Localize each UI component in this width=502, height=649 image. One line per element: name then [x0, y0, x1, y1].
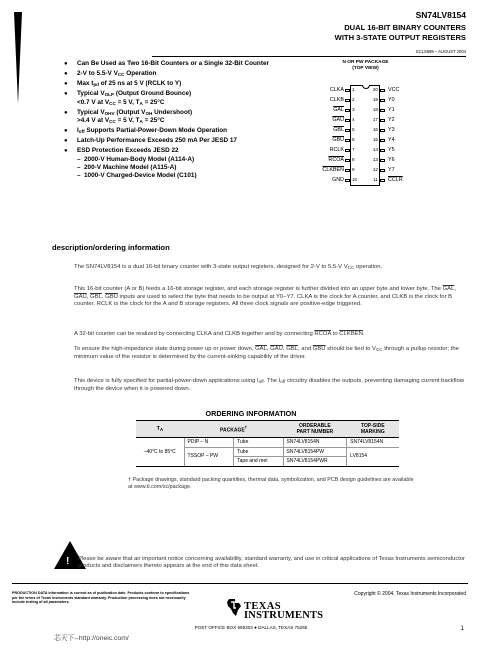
- cell-type: Tape and reel: [234, 457, 283, 467]
- pin-label-left: CLKB: [329, 97, 344, 103]
- pin-number-left: 8: [352, 157, 355, 162]
- table-row: [136, 438, 399, 448]
- pin-label-right: Y5: [388, 147, 395, 153]
- section-title: description/ordering information: [52, 243, 170, 252]
- cell-part-number: SN74LV8154N: [283, 438, 347, 448]
- th-part-number: ORDERABLE PART NUMBER: [283, 421, 347, 438]
- cell-marking: LV8154: [347, 447, 399, 466]
- pin-label-right: VCC: [388, 87, 400, 93]
- header-rule: [152, 56, 466, 57]
- watermark-url: 芯天下--http://oneic.com/: [54, 635, 129, 642]
- pin-label-left: $\overline{GAL}$: [333, 107, 344, 113]
- pin-lead-right: [380, 119, 385, 122]
- ordering-table: [136, 420, 399, 467]
- doc-number: SCLS589 – AUGUST 2004: [415, 49, 466, 54]
- pin-number-left: 9: [352, 167, 355, 172]
- pin-label-left: $\overline{GBL}$: [333, 127, 344, 133]
- pin-lead-right: [380, 109, 385, 112]
- cell-type: Tube: [234, 438, 283, 448]
- logo-text-texas: TEXAS: [244, 601, 282, 612]
- pin-number-left: 6: [352, 137, 355, 142]
- feature-list: [64, 60, 284, 182]
- esd-sub-item: – 1000-V Charged-Device Model (C101): [77, 172, 284, 180]
- pin-label-right: Y7: [388, 167, 395, 173]
- pin-lead-left: [345, 139, 350, 142]
- pin-label-right: Y1: [388, 107, 395, 113]
- pin-label-right: Y0: [388, 97, 395, 103]
- package-title-line-2: (TOP VIEW): [352, 66, 379, 72]
- important-notice: Please be aware that an important notice concerning availability, standard warranty, and use in critical applications of Texas Instruments semiconductor products and disclaimers thereto appears at the end of this data sheet.: [78, 556, 465, 570]
- footer-rule: [12, 583, 468, 584]
- pin-lead-left: [345, 99, 350, 102]
- pin-label-right: Y3: [388, 127, 395, 133]
- title-line-2: WITH 3-STATE OUTPUT REGISTERS: [334, 33, 466, 42]
- pin-number-right: 11: [373, 177, 378, 182]
- copyright: Copyright © 2004, Texas Instruments Incorporated: [354, 591, 466, 597]
- pin-number-left: 1: [352, 87, 355, 92]
- pin-label-left: RCLK: [329, 147, 344, 153]
- pin-label-left: GND: [332, 177, 344, 183]
- feature-item: ● Can Be Used as Two 16-Bit Counters or a Single 32-Bit Counter: [64, 60, 284, 68]
- pin-lead-right: [380, 179, 385, 182]
- pin-label-right: Y6: [388, 157, 395, 163]
- corner-wedge: [14, 12, 22, 104]
- logo-text-instruments: INSTRUMENTS: [244, 610, 324, 621]
- part-number: SN74LV8154: [415, 10, 466, 20]
- pin-lead-right: [380, 149, 385, 152]
- desc-paragraph-2: This 16-bit counter (A or B) feeds a 16-bit storage register, and each storage register is further divided into an upper byte and lower byte. The $\overline{GAL}$, $\overline{GAU}$, $\overline{GBL}$, $\overline{GBU}$ inputs are used to select the byte that needs to be output at Y0–Y7. CLKA is the clock for A counter, and CLKB is the clock for B counter. RCLK is the clock for the A and B storage registers. All three clock signals are positive-edge triggered.: [74, 286, 457, 307]
- feature-item: ● Max $t_{pd}$ of 25 ns at 5 V (RCLK to Y): [64, 80, 284, 88]
- cell-marking: SN74LV8154N: [347, 438, 399, 448]
- cell-package: TSSOP – PW: [184, 447, 234, 466]
- pin-number-right: 16: [372, 127, 378, 132]
- feature-item: ● Typical $V_{OHV}$ (Output $V_{OH}$ Undershoot) >4.4 V at $V_{CC} = 5$ V, $T_A = 25^\circ C$: [64, 109, 284, 126]
- production-data-notice: PRODUCTION DATA information is current as of publication date. Products conform to specifications per the terms of Texas Instruments standard warranty. Production processing does not necessarily include testing of all parameters.: [12, 591, 190, 605]
- pin-label-left: $\overline{GAU}$: [332, 117, 344, 123]
- esd-sub-item: – 200-V Machine Model (A115-A): [77, 164, 284, 172]
- pin-lead-left: [345, 149, 350, 152]
- pin-number-right: 18: [372, 107, 378, 112]
- page-number: 1: [460, 626, 464, 632]
- pin-number-left: 3: [352, 107, 355, 112]
- th-marking: TOP-SIDE MARKING: [347, 421, 399, 438]
- feature-item: ● ESD Protection Exceeds JESD 22 – 2000-V Human-Body Model (A114-A) – 200-V Machine Model (A115-A) – 1000-V Charged-Device Model (C101): [64, 147, 284, 180]
- cell-package: PDIP – N: [184, 438, 234, 448]
- pin-lead-left: [345, 169, 350, 172]
- pin-lead-right: [380, 129, 385, 132]
- pin-number-right: 15: [372, 137, 378, 142]
- feature-item: ● 2-V to 5.5-V $V_{CC}$ Operation: [64, 70, 284, 78]
- pin-number-left: 10: [352, 177, 358, 182]
- ti-state-icon: [226, 597, 242, 617]
- pin-label-left: CLKBEN: [322, 167, 344, 173]
- pin-number-right: 20: [372, 87, 378, 92]
- pin-label-right: CCLR: [388, 177, 403, 183]
- th-package: PACKAGE†: [184, 421, 283, 438]
- ordering-title: ORDERING INFORMATION: [205, 409, 297, 418]
- package-title: [308, 60, 423, 72]
- table-footnote: † Package drawings, standard packing quantities, thermal data, symbolization, and PCB design guidelines are available at www.ti.com/sc/package.: [128, 477, 414, 490]
- pin-lead-right: [380, 99, 385, 102]
- pin-lead-left: [345, 129, 350, 132]
- cell-type: Tube: [234, 447, 283, 457]
- ti-logo: [226, 597, 326, 623]
- feature-item: ● Latch-Up Performance Exceeds 250 mA Per JESD 17: [64, 137, 284, 145]
- pin-lead-left: [345, 89, 350, 92]
- pin-number-left: 2: [352, 97, 355, 102]
- th-ta: $T_A$: [136, 421, 184, 438]
- pin-lead-right: [380, 169, 385, 172]
- desc-paragraph-3: A 32-bit counter can be realized by connecting CLKA and CLKB together and by connecting RCOA to CLKBEN.: [74, 331, 365, 337]
- pin-number-left: 7: [352, 147, 355, 152]
- pin-number-right: 17: [372, 117, 378, 122]
- pin-lead-left: [345, 179, 350, 182]
- pin-lead-left: [345, 109, 350, 112]
- pin-number-right: 14: [372, 147, 378, 152]
- pin-number-left: 4: [352, 117, 355, 122]
- pin-number-right: 12: [372, 167, 378, 172]
- pin-lead-left: [345, 159, 350, 162]
- pin-lead-right: [380, 89, 385, 92]
- pin-lead-right: [380, 139, 385, 142]
- esd-sub-item: – 2000-V Human-Body Model (A114-A): [77, 156, 284, 164]
- pin-label-right: Y4: [388, 137, 395, 143]
- pin-label-left: CLKA: [329, 87, 344, 93]
- cell-part-number: SN74LV8154PW: [283, 447, 347, 457]
- cell-ta: –40°C to 85°C: [136, 438, 184, 467]
- pin-number-left: 5: [352, 127, 355, 132]
- pin-number-right: 13: [372, 157, 378, 162]
- desc-paragraph-5: This device is fully specified for partial-power-down applications using $I_{off}$. The $I_{off}$ circuitry disables the outputs, preventing damaging current backflow through the device when it is powered down.: [74, 378, 465, 392]
- pin-label-right: Y2: [388, 117, 395, 123]
- pin-lead-left: [345, 119, 350, 122]
- title-line-1: DUAL 16-BIT BINARY COUNTERS: [344, 23, 466, 32]
- package-title-line-1: N OR PW PACKAGE: [342, 60, 389, 65]
- feature-item: ● $I_{off}$ Supports Partial-Power-Down Mode Operation: [64, 127, 284, 135]
- pin-number-right: 19: [372, 97, 378, 102]
- warning-exclamation: !: [66, 556, 70, 567]
- pin-lead-right: [380, 159, 385, 162]
- pin-label-left: RCOA: [328, 157, 344, 163]
- postal-address: POST OFFICE BOX 655303 ● DALLAS, TEXAS 75265: [194, 625, 308, 630]
- desc-paragraph-1: The SN74LV8154 is a dual 16-bit binary counter with 3-state output registers, designed for 2-V to 5.5-V $V_{CC}$ operation.: [74, 264, 383, 270]
- feature-item: ● Typical $V_{OLP}$ (Output Ground Bounce) <0.7 V at $V_{CC} = 5$ V, $T_A = 25^\circ C$: [64, 90, 284, 107]
- pin-label-left: $\overline{GBU}$: [332, 137, 344, 143]
- desc-paragraph-4: To ensure the high-impedance state during power up or power down, $\overline{GAL}$, $\overline{GAU}$, $\overline{GBL}$, and $\overline{GBU}$ should be tied to $V_{CC}$ through a pullup resistor; the minimum value of the resistor is determined by the current-sinking capability of the driver.: [74, 346, 459, 360]
- table-header-row: [136, 421, 399, 438]
- cell-part-number: SN74LV8154PWR: [283, 457, 347, 467]
